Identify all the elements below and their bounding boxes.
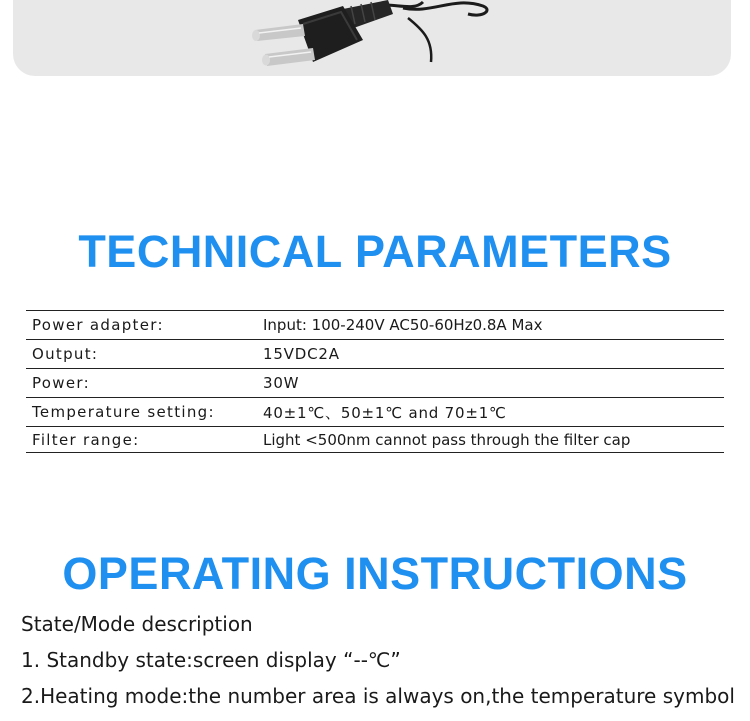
table-row	[26, 340, 724, 369]
table-row	[26, 398, 724, 427]
param-value: 15VDC2A	[263, 345, 340, 363]
instruction-line: 2.Heating mode:the number area is always on,the temperature symbol	[21, 684, 735, 708]
param-value: Input: 100-240V AC50-60Hz0.8A Max	[263, 316, 543, 334]
param-label: Power:	[32, 374, 90, 392]
instruction-line: 1. Standby state:screen display “--℃”	[21, 648, 401, 672]
instruction-line: State/Mode description	[21, 612, 253, 636]
param-label: Output:	[32, 345, 99, 363]
param-label: Power adapter:	[32, 316, 164, 334]
table-row	[26, 369, 724, 398]
operating-instructions-text	[21, 609, 741, 717]
product-image-panel	[13, 0, 731, 76]
operating-instructions-heading: OPERATING INSTRUCTIONS	[62, 548, 688, 599]
param-value: 40±1℃、50±1℃ and 70±1℃	[263, 403, 507, 422]
param-label: Filter range:	[32, 430, 140, 449]
power-plug-image	[13, 0, 731, 76]
param-value: Light <500nm cannot pass through the filter cap	[263, 430, 631, 449]
param-value: 30W	[263, 374, 300, 392]
table-row	[26, 311, 724, 340]
table-row	[26, 427, 724, 453]
param-label: Temperature setting:	[32, 403, 215, 421]
technical-parameters-heading: TECHNICAL PARAMETERS	[78, 226, 672, 277]
technical-parameters-table	[26, 310, 724, 453]
